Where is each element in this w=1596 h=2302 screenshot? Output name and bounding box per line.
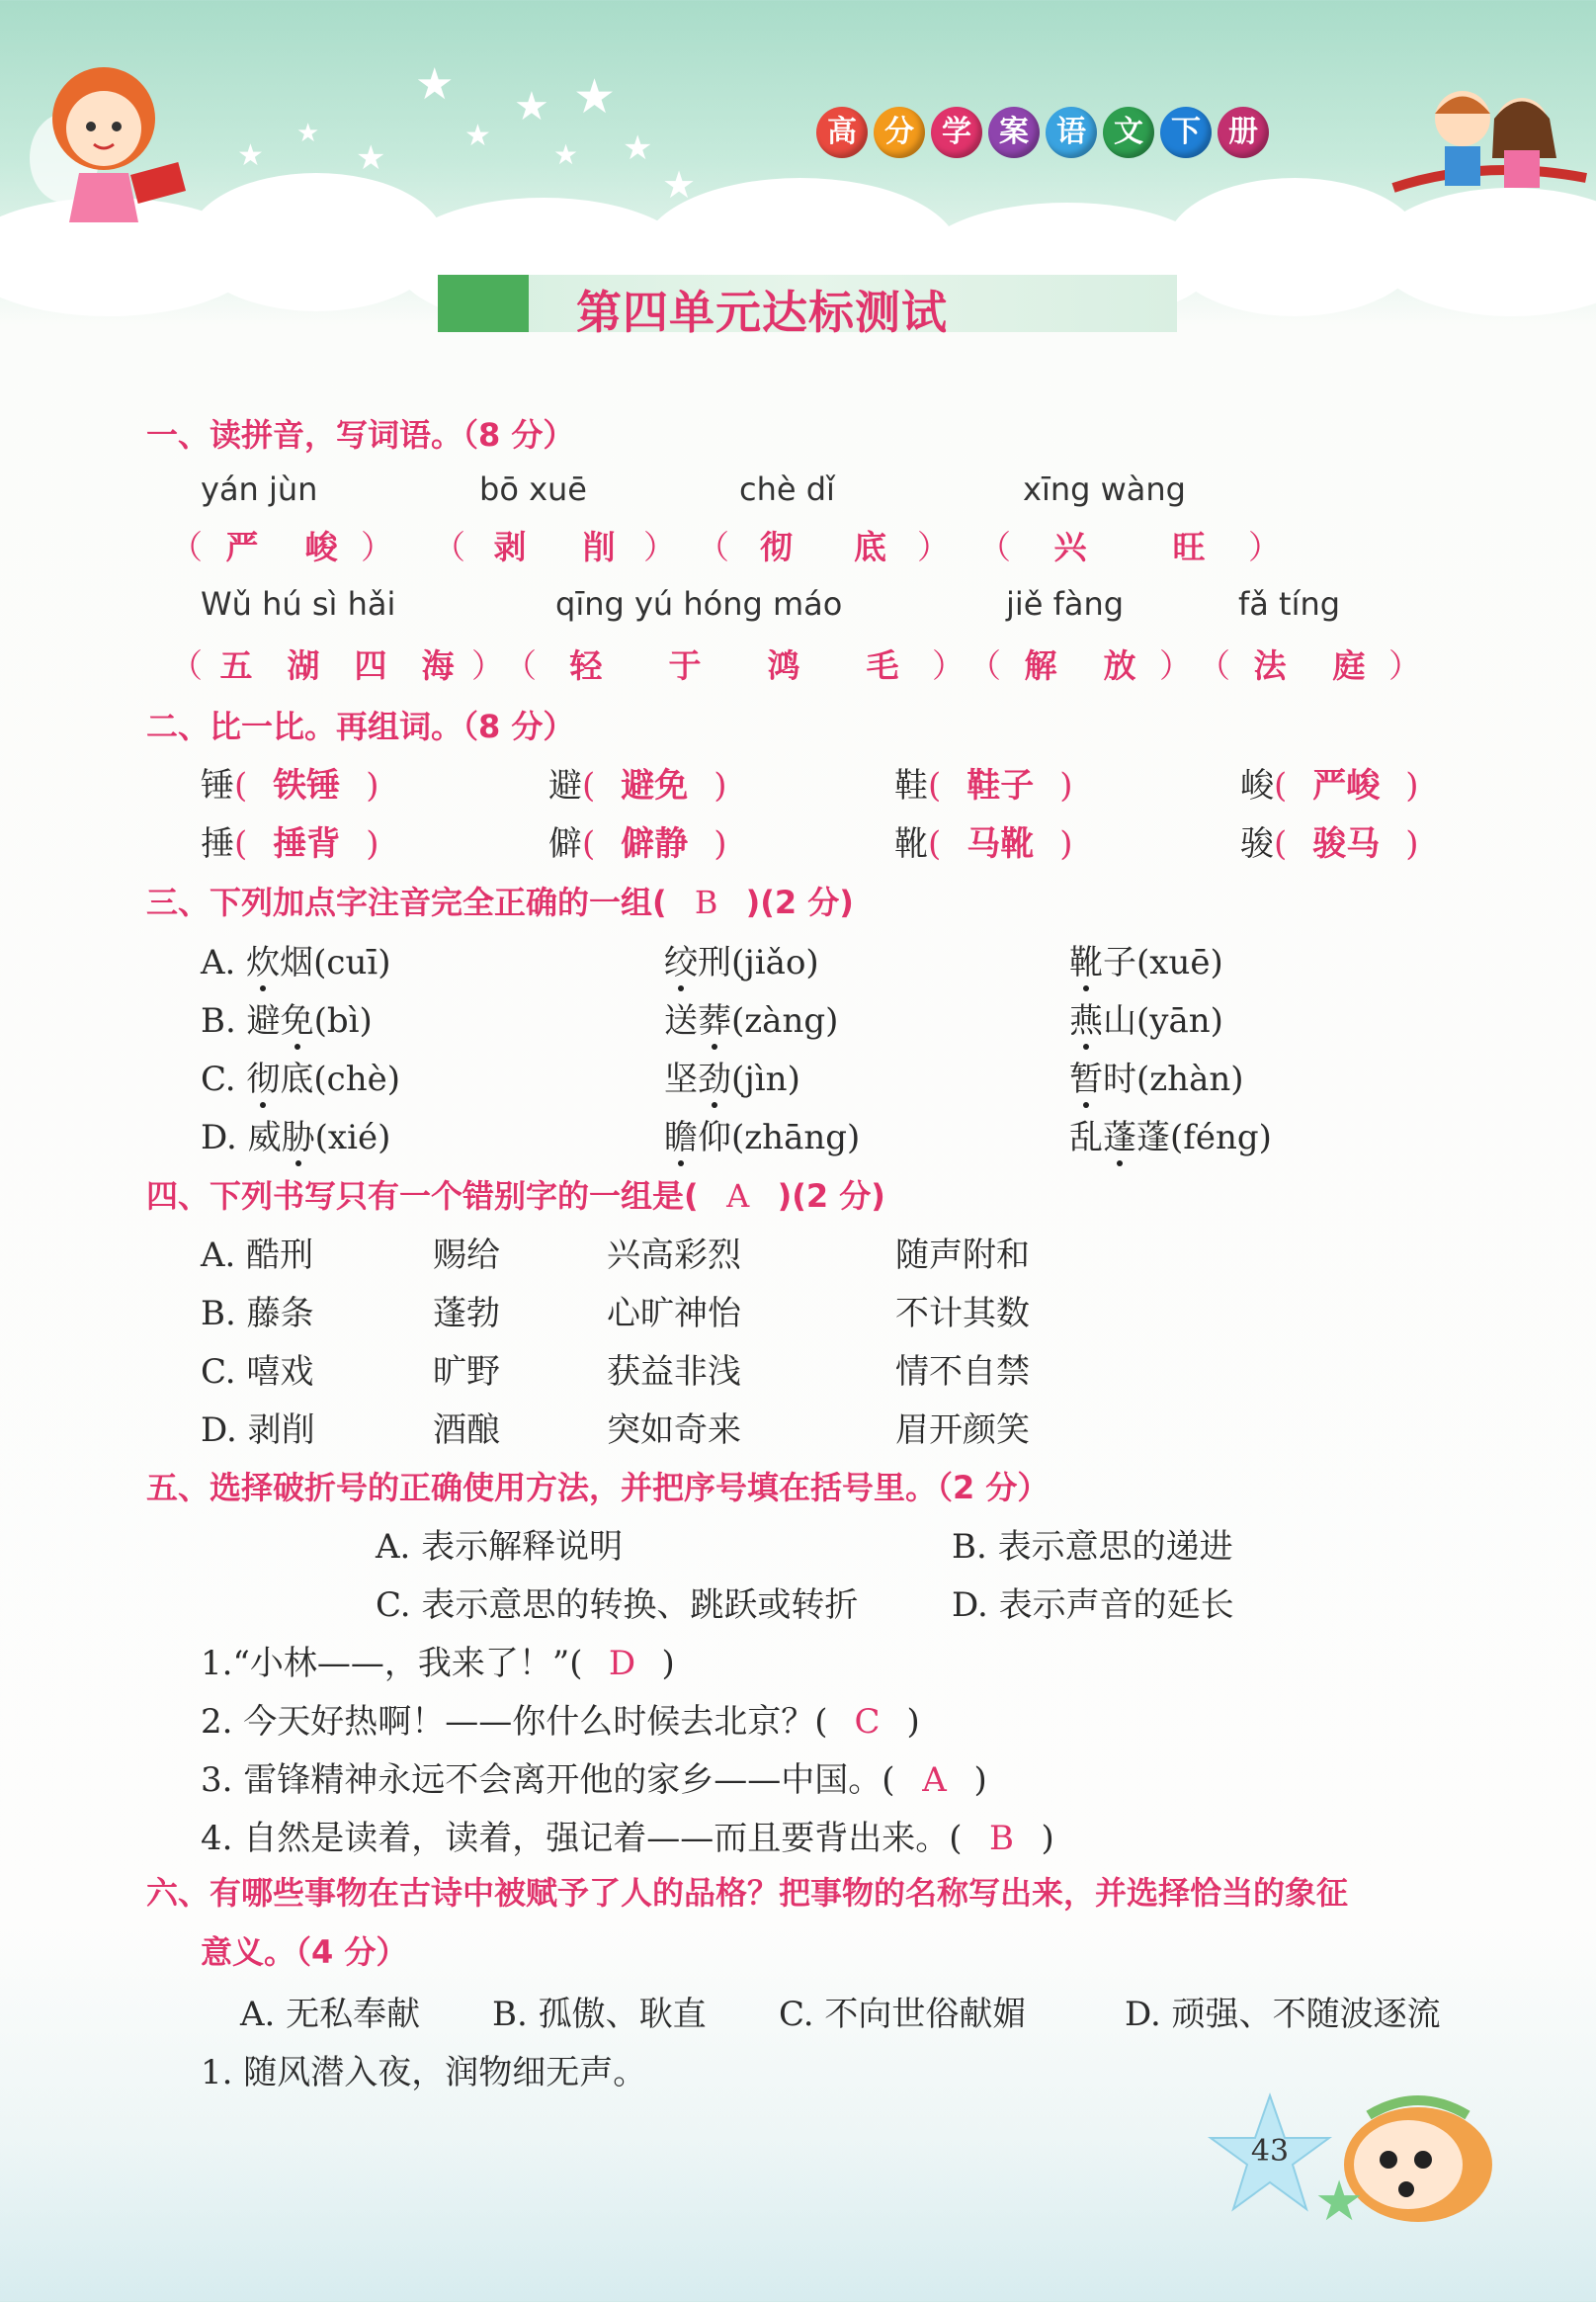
answer-char: 五 xyxy=(219,646,253,685)
option-c: C. 不向世俗献媚 xyxy=(779,1995,1027,2034)
answer-box: （ 五 湖 四 海 ） xyxy=(170,640,504,687)
option-item: 瞻仰(zhāng) xyxy=(664,1118,861,1157)
page-number: 43 xyxy=(1250,2134,1290,2169)
word-cell: 兴高彩烈 xyxy=(607,1236,741,1275)
answer-char: 兴 xyxy=(1053,528,1087,566)
children-illustration xyxy=(1384,69,1591,217)
question-item: 2. 今天好热啊！——你什么时候去北京？( C ) xyxy=(201,1702,920,1742)
option-b: B. 孤傲、耿直 xyxy=(492,1995,707,2034)
word-cell: 情不自禁 xyxy=(895,1352,1030,1392)
question-item: 4. 自然是读着，读着，强记着——而且要背出来。( B ) xyxy=(201,1819,1054,1858)
answer-char: 旺 xyxy=(1172,528,1206,566)
answer-char: 四 xyxy=(354,646,387,685)
section-5-heading: 五、选择破折号的正确使用方法，并把序号填在括号里。（2 分） xyxy=(146,1469,1050,1506)
compare-item: 锤( 铁锤 ) xyxy=(201,766,379,806)
option-item: 靴子(xuē) xyxy=(1069,943,1223,982)
title-banner xyxy=(438,275,1177,339)
option-d: D. 顽强、不随波逐流 xyxy=(1125,1995,1441,2034)
section-4-answer: A xyxy=(726,1177,750,1215)
question-item: 1. 随风潜入夜，润物细无声。 xyxy=(201,2053,647,2092)
star-icon: ★ xyxy=(415,59,455,110)
title-accent-block xyxy=(438,275,529,332)
series-char: 分 xyxy=(874,107,925,158)
word-cell: B. 藤条 xyxy=(201,1294,314,1333)
star-icon: ★ xyxy=(464,119,491,153)
option-item: 坚劲(jìn) xyxy=(664,1060,800,1099)
compare-item: 鞋( 鞋子 ) xyxy=(894,766,1073,806)
pinyin: bō xuē xyxy=(479,470,587,508)
question-item: 1.“小林——，我来了！”( D ) xyxy=(201,1644,675,1683)
word-cell: 蓬勃 xyxy=(433,1294,500,1333)
answer-char: 峻 xyxy=(304,528,338,566)
pinyin: fǎ tíng xyxy=(1238,585,1341,623)
section-4-heading: 四、下列书写只有一个错别字的一组是( A )(2 分) xyxy=(146,1177,885,1215)
answer-char: 严 xyxy=(225,528,259,566)
pinyin: xīng wàng xyxy=(1023,470,1186,508)
word-cell: 赐给 xyxy=(433,1236,500,1275)
compare-item: 僻( 僻静 ) xyxy=(548,824,727,864)
word-cell: 不计其数 xyxy=(895,1294,1030,1333)
word-cell: 突如奇来 xyxy=(607,1410,741,1450)
star-icon: ★ xyxy=(296,119,320,148)
pinyin: yán jùn xyxy=(201,470,318,508)
answer-char: 轻 xyxy=(569,646,603,685)
answer-char: 法 xyxy=(1253,646,1287,685)
series-char: 学 xyxy=(931,107,982,158)
answer-char: 湖 xyxy=(287,646,320,685)
header-banner xyxy=(0,0,1596,297)
answer-box: （ 严 峻 ） xyxy=(170,522,393,568)
answer-char: 庭 xyxy=(1332,646,1366,685)
option-c: C. 表示意思的转换、跳跃或转折 xyxy=(376,1585,859,1625)
answer-char: 底 xyxy=(854,528,886,566)
star-icon: ★ xyxy=(553,138,579,171)
option-d: D. 表示声音的延长 xyxy=(952,1585,1234,1625)
answer-box: （ 兴 旺 ） xyxy=(978,522,1281,568)
answer-char: 放 xyxy=(1103,646,1136,685)
section-6-heading-cont: 意义。（4 分） xyxy=(201,1933,408,1971)
pinyin: qīng yú hóng máo xyxy=(555,585,843,623)
answer-char: 毛 xyxy=(866,646,899,685)
star-icon: ★ xyxy=(573,69,617,125)
option-item: 乱蓬蓬(féng) xyxy=(1069,1118,1272,1157)
section-1-heading: 一、读拼音，写词语。（8 分） xyxy=(146,416,575,454)
word-cell: D. 剥削 xyxy=(201,1410,315,1450)
pinyin: chè dǐ xyxy=(739,470,835,508)
compare-item: 避( 避免 ) xyxy=(548,766,727,806)
fairy-girl-illustration xyxy=(20,49,198,227)
series-char: 高 xyxy=(816,107,868,158)
word-cell: 获益非浅 xyxy=(607,1352,741,1392)
answer-char: 彻 xyxy=(760,528,793,566)
series-char: 案 xyxy=(988,107,1040,158)
star-icon: ★ xyxy=(514,84,549,129)
answer-char: 于 xyxy=(668,646,702,685)
section-2-heading: 二、比一比。再组词。（8 分） xyxy=(146,708,575,745)
star-icon: ★ xyxy=(356,138,386,178)
word-cell: 旷野 xyxy=(433,1352,500,1392)
answer-char: 鸿 xyxy=(767,646,800,685)
option-item: D. 威胁(xié) xyxy=(201,1118,391,1157)
answer-char: 解 xyxy=(1024,646,1057,685)
option-a: A. 表示解释说明 xyxy=(376,1527,624,1567)
option-item: 绞刑(jiǎo) xyxy=(664,943,819,982)
option-item: C. 彻底(chè) xyxy=(201,1060,401,1099)
compare-item: 骏( 骏马 ) xyxy=(1240,824,1419,864)
word-cell: C. 嘻戏 xyxy=(201,1352,314,1392)
option-item: B. 避免(bì) xyxy=(201,1001,373,1041)
series-char: 下 xyxy=(1160,107,1212,158)
question-item: 3. 雷锋精神永远不会离开他的家乡——中国。( A ) xyxy=(201,1760,987,1800)
answer-box: （ 法 庭 ） xyxy=(1198,640,1421,687)
answer-box: （ 轻 于 鸿 毛 ） xyxy=(504,640,965,687)
pinyin: Wǔ hú sì hǎi xyxy=(201,585,396,623)
section-6-heading: 六、有哪些事物在古诗中被赋予了人的品格？把事物的名称写出来，并选择恰当的象征 xyxy=(146,1874,1349,1912)
word-cell: 眉开颜笑 xyxy=(895,1410,1030,1450)
star-icon: ★ xyxy=(1314,2170,1365,2234)
answer-char: 海 xyxy=(421,646,455,685)
series-char: 语 xyxy=(1046,107,1097,158)
option-item: 送葬(zàng) xyxy=(664,1001,839,1041)
answer-char: 剥 xyxy=(493,528,527,566)
option-item: 燕山(yān) xyxy=(1069,1001,1223,1041)
compare-item: 捶( 捶背 ) xyxy=(201,824,379,864)
pinyin: jiě fàng xyxy=(1006,585,1125,623)
option-item: A. 炊烟(cuī) xyxy=(201,943,391,982)
answer-char: 削 xyxy=(582,528,616,566)
option-b: B. 表示意思的递进 xyxy=(952,1527,1233,1567)
word-cell: 随声附和 xyxy=(895,1236,1030,1275)
page-title: 第四单元达标测试 xyxy=(576,286,948,339)
word-cell: 酒酿 xyxy=(433,1410,500,1450)
series-title xyxy=(816,107,1275,158)
compare-item: 靴( 马靴 ) xyxy=(894,824,1073,864)
answer-box: （ 彻 底 ） xyxy=(697,522,950,568)
option-item: 暂时(zhàn) xyxy=(1069,1060,1244,1099)
section-3-answer: B xyxy=(694,884,718,921)
option-a: A. 无私奉献 xyxy=(240,1995,421,2034)
series-char: 册 xyxy=(1218,107,1269,158)
word-cell: A. 酷刑 xyxy=(201,1236,314,1275)
section-3-heading: 三、下列加点字注音完全正确的一组( B )(2 分) xyxy=(146,884,854,921)
compare-item: 峻( 严峻 ) xyxy=(1240,766,1419,806)
answer-box: （ 解 放 ） xyxy=(968,640,1192,687)
answer-box: （ 剥 削 ） xyxy=(433,522,676,568)
star-icon: ★ xyxy=(623,128,653,168)
word-cell: 心旷神怡 xyxy=(607,1294,741,1333)
series-char: 文 xyxy=(1103,107,1154,158)
star-icon: ★ xyxy=(237,138,264,173)
star-icon: ★ xyxy=(662,163,697,207)
